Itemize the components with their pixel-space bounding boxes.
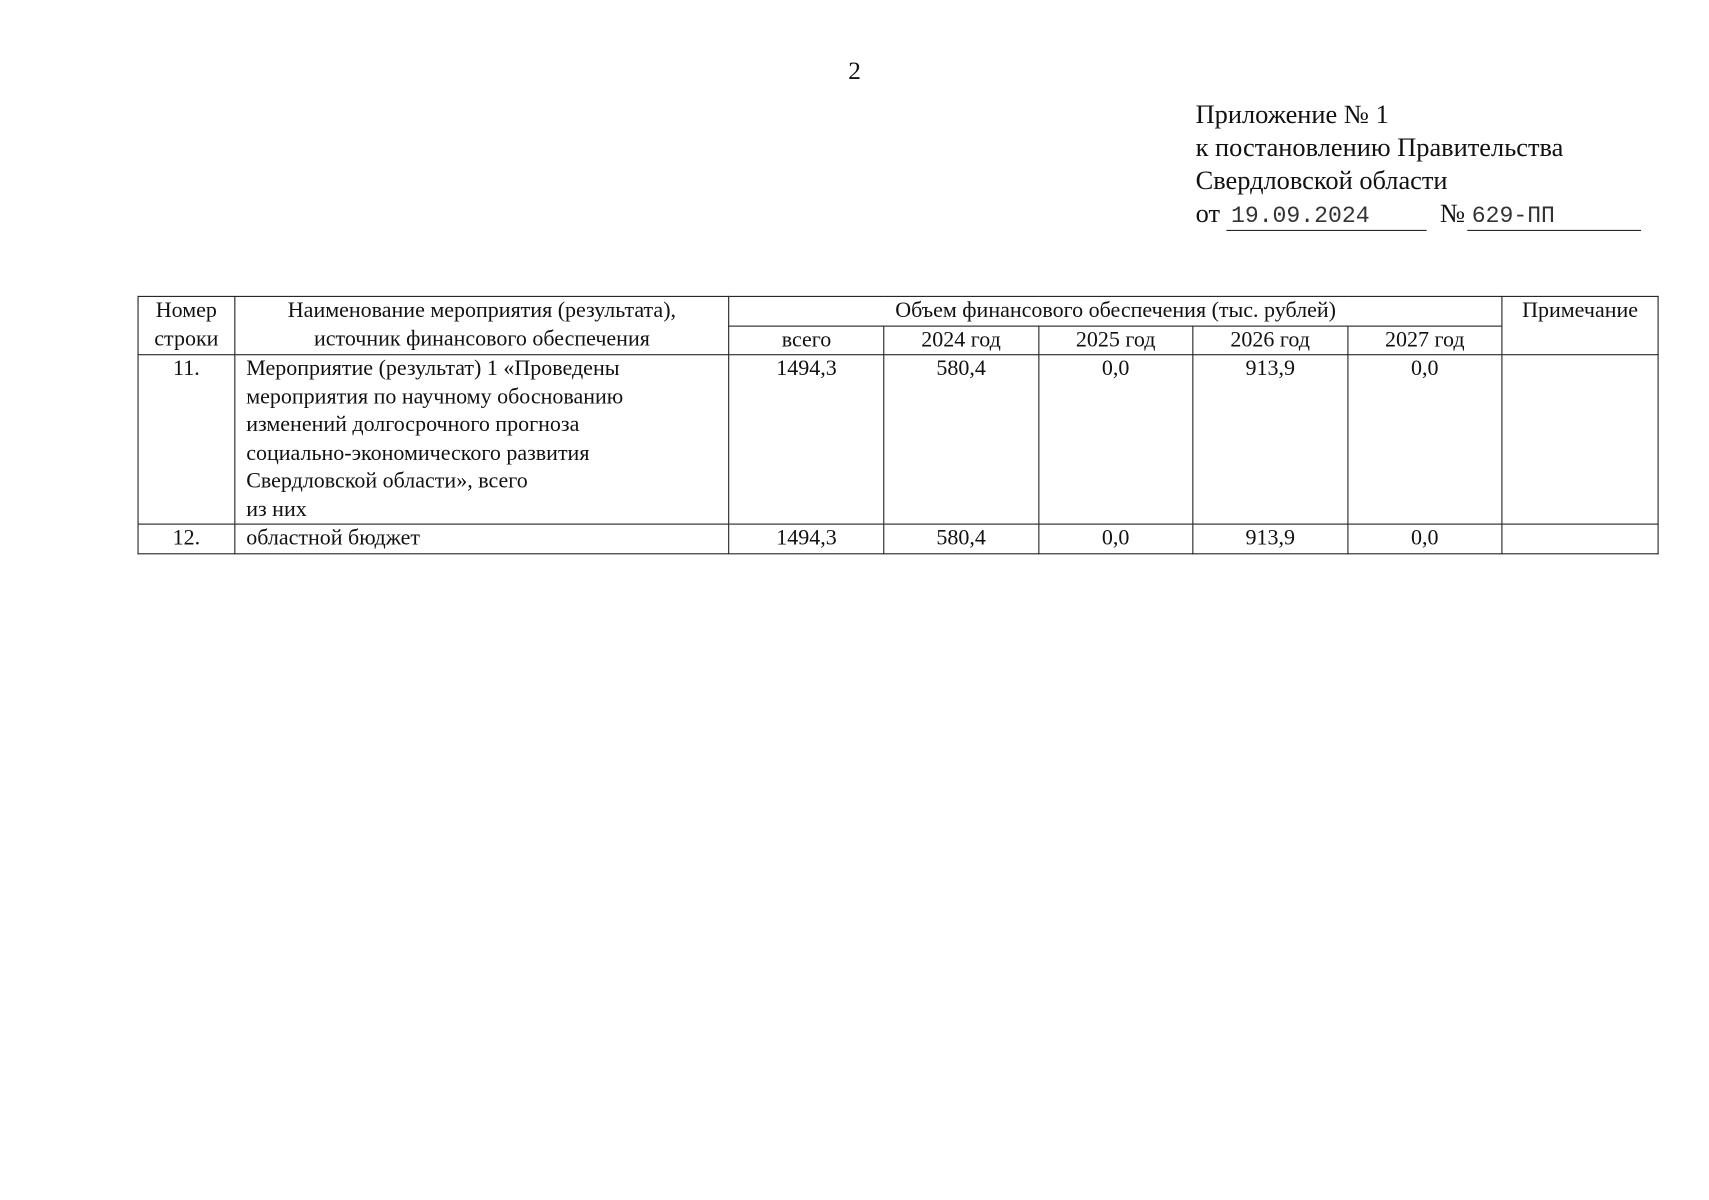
table-row <box>138 355 1658 524</box>
row-note <box>1502 355 1658 524</box>
row-total: 1494,3 <box>729 355 884 524</box>
row-number: 11. <box>138 355 235 524</box>
row-number: 12. <box>138 524 235 553</box>
header-volume: Объем финансового обеспечения (тыс. рублей) <box>729 296 1502 325</box>
row-2024: 580,4 <box>884 355 1039 524</box>
row-name: Мероприятие (результат) 1 «Проведены мероприятия по научному обоснованию изменений долгосрочного прогноза социально-экономического развития Свердловской области», всего из них <box>235 355 729 524</box>
appendix-region-line: Свердловской области <box>1195 167 1448 196</box>
row-2026: 913,9 <box>1193 524 1348 553</box>
header-2025: 2025 год <box>1038 326 1193 355</box>
financing-table <box>137 296 1658 554</box>
header-2026: 2026 год <box>1193 326 1348 355</box>
header-2027: 2027 год <box>1347 326 1502 355</box>
row-2024: 580,4 <box>884 524 1039 553</box>
row-2027: 0,0 <box>1347 524 1502 553</box>
appendix-header <box>1196 99 1642 231</box>
header-name: Наименование мероприятия (результата), источник финансового обеспечения <box>235 296 729 354</box>
header-total: всего <box>729 326 884 355</box>
appendix-title: Приложение № 1 <box>1195 101 1389 130</box>
row-2027: 0,0 <box>1347 355 1502 524</box>
from-label: от <box>1195 200 1220 229</box>
table-row <box>138 524 1658 553</box>
row-2025: 0,0 <box>1038 524 1193 553</box>
row-name: областной бюджет <box>235 524 729 553</box>
page-number: 2 <box>848 57 861 85</box>
row-total: 1494,3 <box>729 524 884 553</box>
header-note: Примечание <box>1502 296 1658 354</box>
appendix-resolution-line: к постановлению Правительства <box>1195 134 1564 163</box>
row-note <box>1502 524 1658 553</box>
row-2025: 0,0 <box>1038 355 1193 524</box>
resolution-date: 19.09.2024 <box>1227 206 1427 231</box>
table-header-row-1 <box>138 296 1658 325</box>
header-2024: 2024 год <box>884 326 1039 355</box>
number-sign: № <box>1439 200 1466 229</box>
header-row-number: Номер строки <box>138 296 235 354</box>
row-2026: 913,9 <box>1193 355 1348 524</box>
appendix-date-number-line <box>1196 198 1642 231</box>
resolution-number: 629-ПП <box>1467 206 1641 231</box>
